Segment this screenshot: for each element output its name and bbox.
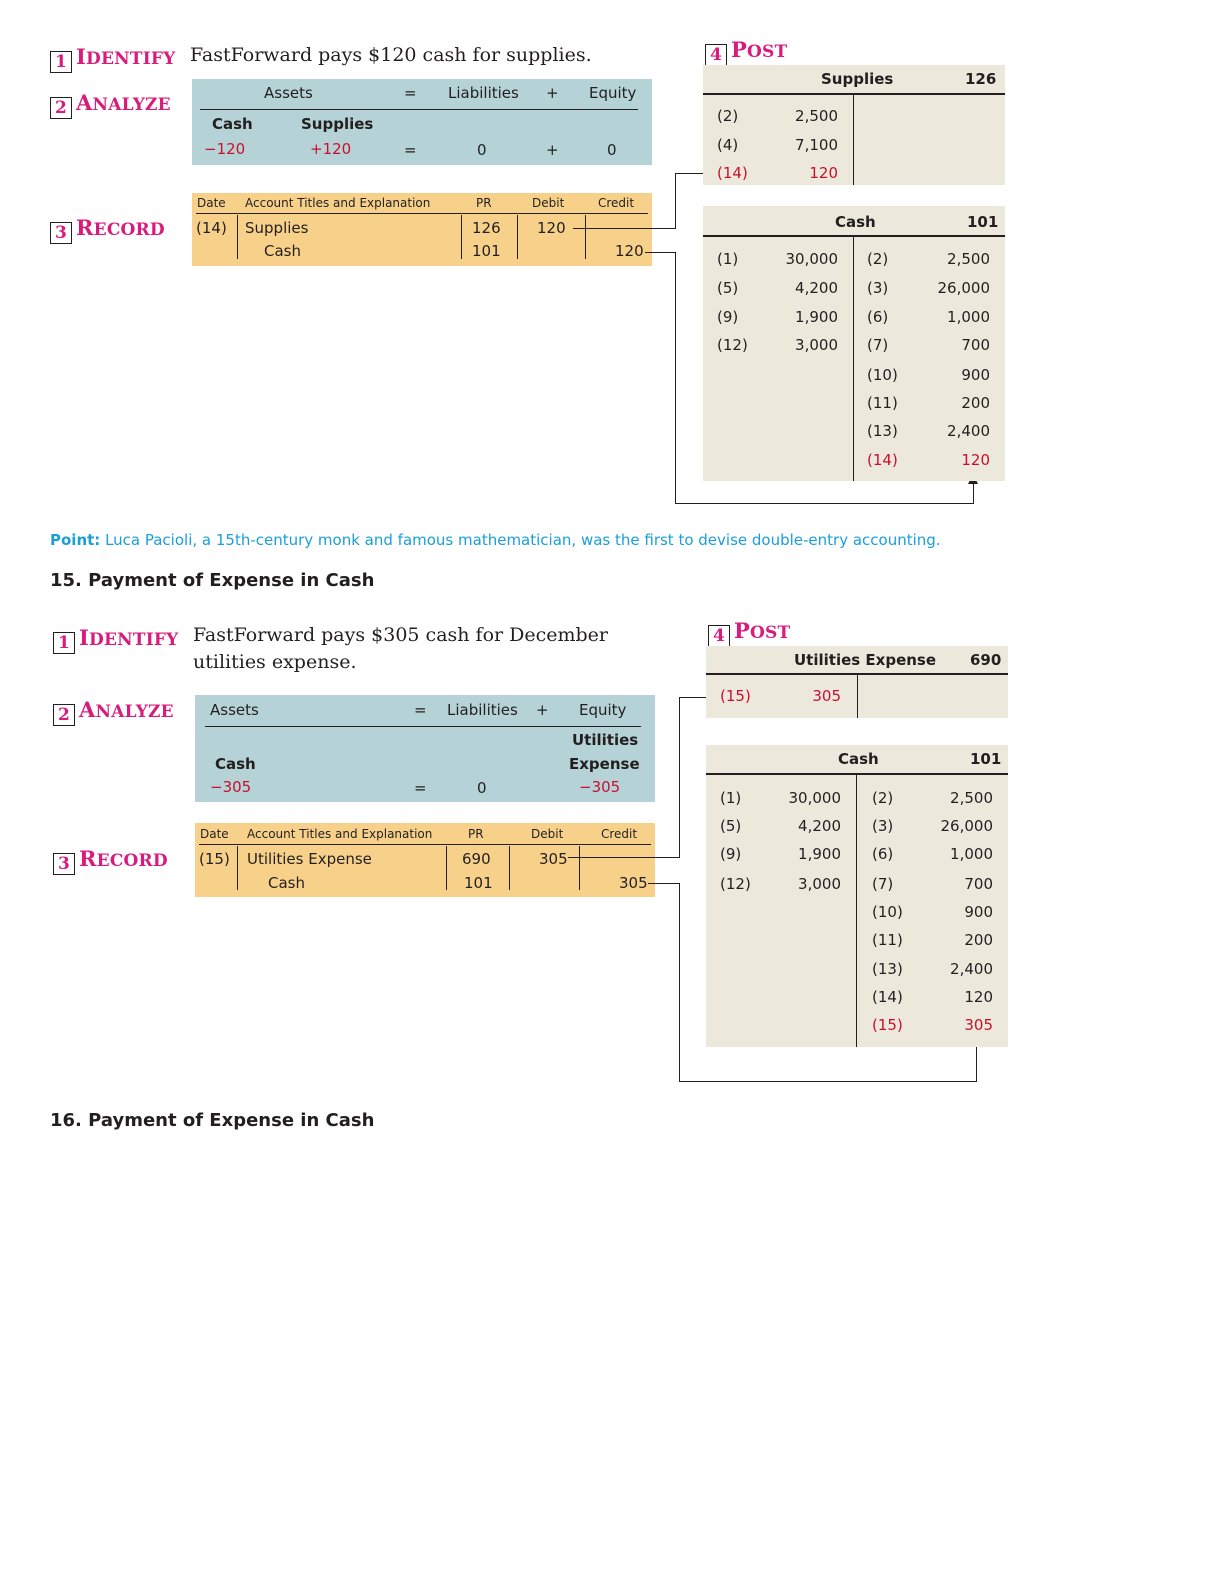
analyze-equation-box [195,695,655,802]
debit-amount: 7,100 [795,136,838,154]
credit-ref: (15) [872,1016,903,1034]
debit-amount: 3,000 [795,336,838,354]
equity-account-label: Expense [569,755,640,773]
supplies-change-value: +120 [310,140,352,158]
pr-column-header: PR [468,827,484,841]
header-rule [199,844,651,845]
cash-change-value: −305 [210,778,252,796]
equity-header: Equity [579,701,627,719]
equity-change-value: −305 [579,778,621,796]
debit-posting-line [675,173,676,229]
credit-ref: (2) [872,789,894,807]
header-rule [200,109,638,110]
debit-amount: 1,900 [795,308,838,326]
debit-amount: 2,500 [795,107,838,125]
credit-amount: 700 [964,875,993,893]
step-number: 1 [53,632,75,654]
supplies-account-label: Supplies [301,115,374,133]
t-account-top-rule [703,93,1005,95]
credit-amount: 305 [964,1016,993,1034]
credit-amount: 2,400 [950,960,993,978]
credit-ref: (7) [872,875,894,893]
credit-amount: 305 [619,874,648,892]
t-account-number: 101 [970,750,1002,768]
column-rule [461,215,462,259]
debit-post-reference: 690 [462,850,491,868]
t-account-title: Utilities Expense [794,651,937,669]
column-rule [585,215,586,259]
credit-ref: (3) [867,279,889,297]
journal-entry-box [195,823,655,897]
post-step-label: 4 POST [705,37,787,66]
debit-ref: (9) [717,308,739,326]
debit-posting-line [675,173,705,174]
date-column-header: Date [200,827,229,841]
liabilities-header: Liabilities [447,701,518,719]
column-rule [509,846,510,890]
column-rule [579,846,580,890]
t-account-top-rule [703,235,1005,237]
step-number: 3 [53,853,75,875]
credit-posting-line [679,883,680,1082]
cash-change-value: −120 [204,140,246,158]
debit-ref: (2) [717,107,739,125]
credit-amount: 26,000 [937,279,990,297]
credit-amount: 26,000 [940,817,993,835]
credit-amount: 200 [964,931,993,949]
step-number: 2 [53,704,75,726]
liabilities-value: 0 [477,779,487,797]
debit-account: Supplies [245,219,309,237]
credit-column-header: Credit [601,827,638,841]
titles-column-header: Account Titles and Explanation [247,827,433,841]
debit-posting-line [568,857,680,858]
credit-account: Cash [268,874,305,892]
t-account-center-rule [853,95,854,185]
journal-entry-box [192,193,652,266]
debit-ref: (14) [717,164,748,182]
credit-ref: (3) [872,817,894,835]
step-number: 4 [705,44,727,66]
utilities-expense-t-account [706,646,1008,718]
equals-sign: = [414,701,427,719]
debit-post-reference: 126 [472,219,501,237]
liabilities-value: 0 [477,141,487,159]
credit-ref: (7) [867,336,889,354]
debit-ref: (12) [720,875,751,893]
equals-sign: = [404,141,417,159]
credit-amount: 700 [961,336,990,354]
analyze-step-label: 2 ANALYZE [50,90,171,119]
debit-amount: 30,000 [785,250,838,268]
credit-post-reference: 101 [464,874,493,892]
plus-sign: + [546,141,559,159]
plus-sign: + [546,84,559,102]
credit-posting-line [675,252,676,504]
section-heading-15: 15. Payment of Expense in Cash [50,570,375,591]
credit-posting-line [645,252,676,253]
description-line: FastForward pays $305 cash for December [193,624,609,646]
credit-ref: (11) [867,394,898,412]
analyze-equation-box [192,79,652,165]
step-number: 2 [50,97,72,119]
t-account-title: Cash [835,213,876,231]
debit-amount: 120 [809,164,838,182]
debit-ref: (12) [717,336,748,354]
t-account-top-rule [706,773,1008,775]
entry-date: (14) [196,219,227,237]
credit-amount: 1,000 [950,845,993,863]
identify-step-label: 1 IDENTIFY [53,625,178,654]
credit-posting-line [976,1044,977,1082]
debit-column-header: Debit [531,827,564,841]
point-note [50,531,941,549]
t-account-center-rule [853,237,854,481]
assets-header: Assets [210,701,259,719]
identify-step-label: 1 IDENTIFY [50,44,175,73]
debit-ref: (4) [717,136,739,154]
t-account-center-rule [857,675,858,718]
credit-amount: 2,500 [947,250,990,268]
credit-amount: 900 [964,903,993,921]
t-account-title: Cash [838,750,879,768]
credit-amount: 120 [964,988,993,1006]
transaction-description: FastForward pays $120 cash for supplies. [190,44,592,66]
cash-account-label: Cash [215,755,256,773]
description-line: utilities expense. [193,651,357,673]
credit-amount: 200 [961,394,990,412]
credit-amount: 2,400 [947,422,990,440]
credit-amount: 1,000 [947,308,990,326]
credit-post-reference: 101 [472,242,501,260]
credit-ref: (6) [867,308,889,326]
equity-header: Equity [589,84,637,102]
credit-amount: 120 [961,451,990,469]
debit-amount: 120 [537,219,566,237]
equity-value: 0 [607,141,617,159]
pr-column-header: PR [476,196,492,210]
titles-column-header: Account Titles and Explanation [245,196,431,210]
credit-posting-line [973,484,974,504]
step-number: 3 [50,222,72,244]
plus-sign: + [536,701,549,719]
debit-amount: 4,200 [798,817,841,835]
header-rule [205,726,641,727]
step-number: 4 [708,625,730,647]
debit-amount: 4,200 [795,279,838,297]
debit-amount: 305 [812,687,841,705]
debit-amount: 3,000 [798,875,841,893]
column-rule [517,215,518,259]
debit-ref: (5) [720,817,742,835]
record-step-label: 3 RECORD [53,846,168,875]
cash-account-label: Cash [212,115,253,133]
cash-t-account [703,206,1005,481]
debit-ref: (1) [720,789,742,807]
liabilities-header: Liabilities [448,84,519,102]
credit-ref: (14) [867,451,898,469]
debit-posting-line [679,697,708,698]
t-account-title: Supplies [821,70,894,88]
credit-ref: (10) [867,366,898,384]
credit-column-header: Credit [598,196,635,210]
t-account-number: 690 [970,651,1002,669]
column-rule [237,846,238,890]
t-account-number: 101 [967,213,999,231]
debit-ref: (5) [717,279,739,297]
debit-amount: 1,900 [798,845,841,863]
credit-posting-line [679,1081,977,1082]
header-rule [196,213,648,214]
entry-date: (15) [199,850,230,868]
equals-sign: = [404,84,417,102]
point-text: Luca Pacioli, a 15th-century monk and famous mathematician, was the first to devise double-entry accounting. [100,531,941,549]
credit-amount: 900 [961,366,990,384]
debit-amount: 305 [539,850,568,868]
equals-sign: = [414,779,427,797]
credit-ref: (6) [872,845,894,863]
record-step-label: 3 RECORD [50,215,165,244]
debit-posting-line [573,228,676,229]
t-account-center-rule [856,775,857,1047]
credit-ref: (2) [867,250,889,268]
credit-posting-line [675,503,974,504]
column-rule [446,846,447,890]
credit-ref: (13) [872,960,903,978]
credit-ref: (11) [872,931,903,949]
debit-account: Utilities Expense [247,850,372,868]
debit-ref: (9) [720,845,742,863]
credit-ref: (14) [872,988,903,1006]
assets-header: Assets [264,84,313,102]
credit-ref: (13) [867,422,898,440]
section-heading-16: 16. Payment of Expense in Cash [50,1110,375,1131]
post-step-label: 4 POST [708,618,790,647]
point-label: Point: [50,531,101,549]
debit-posting-line [679,697,680,858]
debit-column-header: Debit [532,196,565,210]
date-column-header: Date [197,196,226,210]
supplies-t-account [703,65,1005,185]
t-account-number: 126 [965,70,997,88]
debit-ref: (15) [720,687,751,705]
step-number: 1 [50,51,72,73]
credit-amount: 120 [615,242,644,260]
analyze-step-label: 2 ANALYZE [53,697,174,726]
credit-ref: (10) [872,903,903,921]
credit-posting-line [648,883,680,884]
credit-amount: 2,500 [950,789,993,807]
debit-ref: (1) [717,250,739,268]
transaction-description [193,622,608,676]
debit-amount: 30,000 [788,789,841,807]
equity-account-label: Utilities [572,731,639,749]
column-rule [237,215,238,259]
cash-t-account [706,745,1008,1047]
credit-account: Cash [264,242,301,260]
